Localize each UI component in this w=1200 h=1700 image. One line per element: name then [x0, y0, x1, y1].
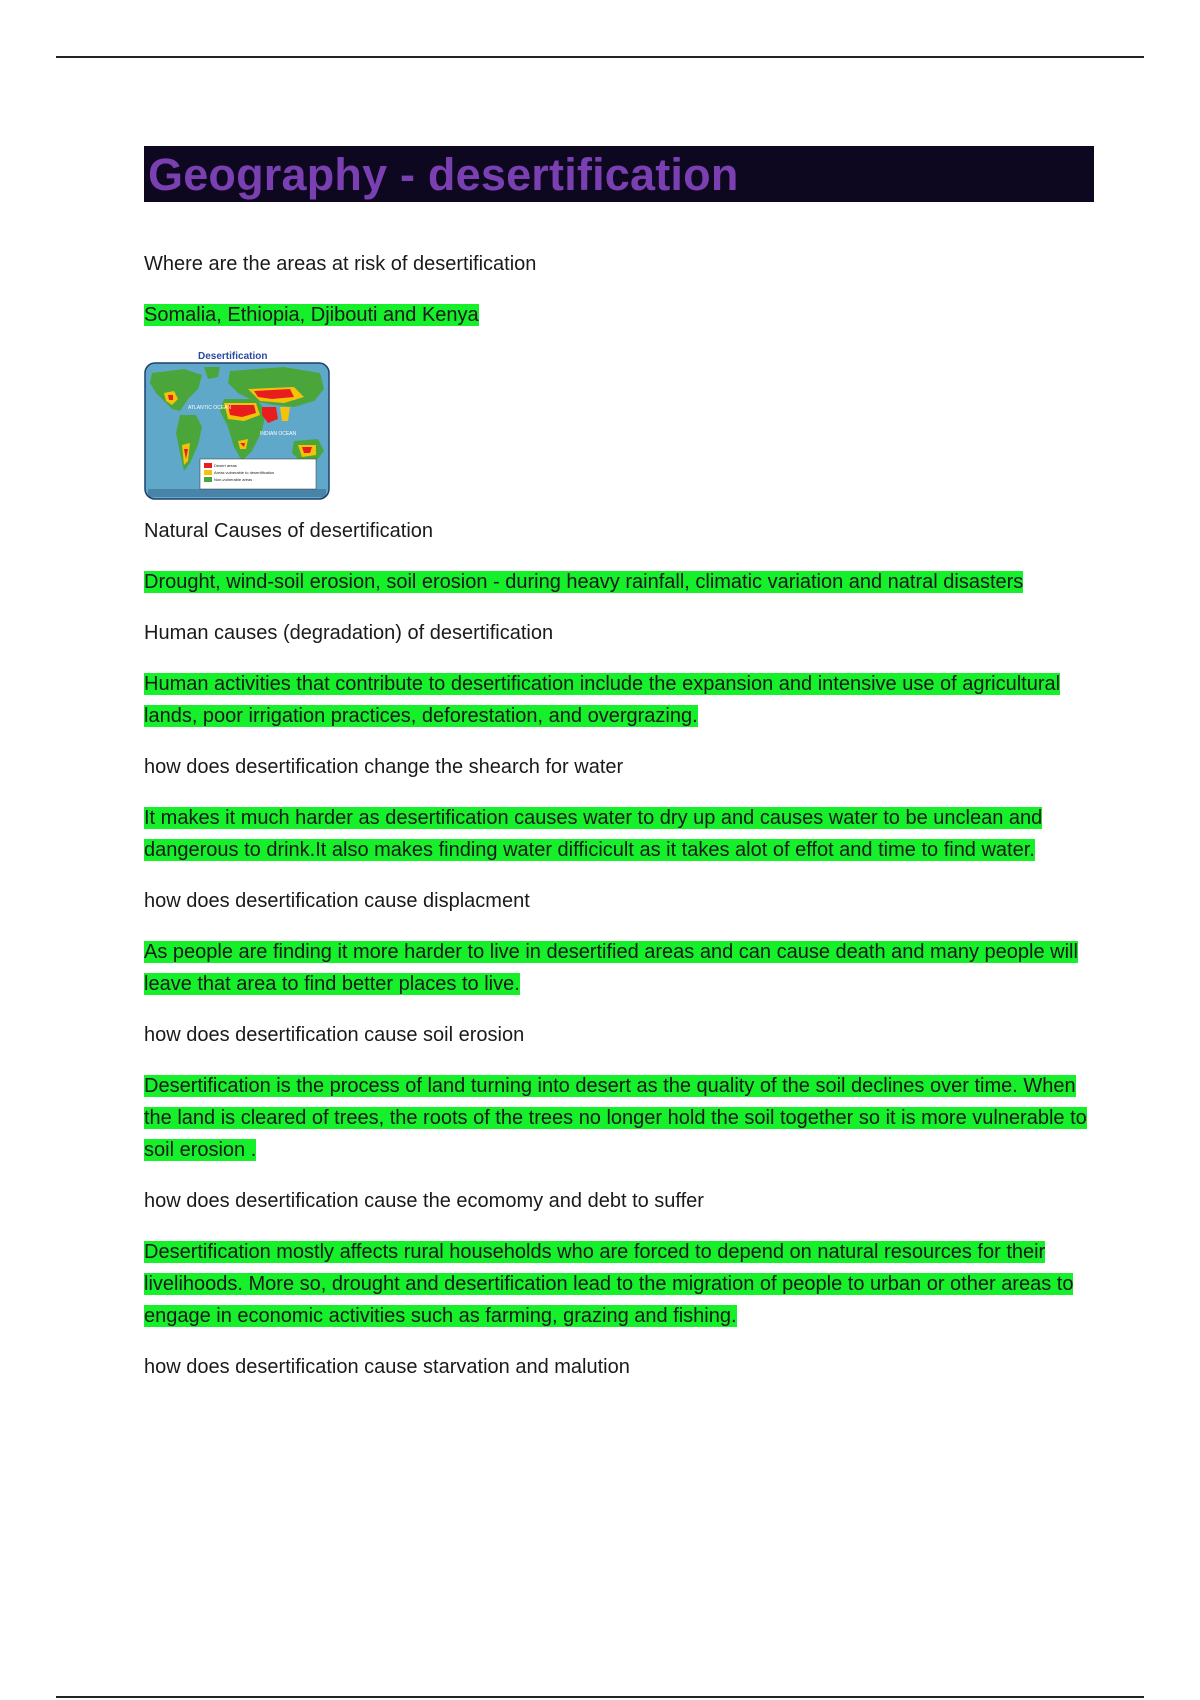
answer-7	[144, 1236, 1094, 1332]
answer-6-highlight: Desertification is the process of land turning into desert as the quality of the soil declines over time. When the land is cleared of trees, the roots of the trees no longer hold the soil together so it is more vulnerable to soil erosion .	[144, 1075, 1087, 1161]
title-banner	[144, 146, 1094, 202]
header-rule	[56, 56, 1144, 58]
question-6: how does desertification cause soil erosion	[144, 1024, 525, 1046]
answer-6	[144, 1070, 1094, 1166]
question-2: Natural Causes of desertification	[144, 520, 434, 542]
desertification-map-image	[144, 349, 330, 501]
page-title: Geography - desertification	[148, 148, 739, 200]
answer-2-highlight: Drought, wind-soil erosion, soil erosion - during heavy rainfall, climatic variation and natral disasters	[144, 571, 1024, 593]
question-8: how does desertification cause starvation and malution	[144, 1356, 630, 1378]
answer-1-highlight: Somalia, Ethiopia, Djibouti and Kenya	[144, 304, 479, 326]
answer-4-highlight: It makes it much harder as desertification causes water to dry up and causes water to be unclean and dangerous to drink.It also makes finding water difficicult as it takes alot of effot and time to find water.	[144, 807, 1043, 861]
document-body	[144, 146, 1094, 1383]
question-3: Human causes (degradation) of desertification	[144, 622, 554, 644]
answer-4	[144, 802, 1094, 866]
legend-desert: Desert areas	[214, 463, 237, 468]
answer-3-highlight: Human activities that contribute to desertification include the expansion and intensive use of agricultural lands, poor irrigation practices, deforestation, and overgrazing.	[144, 673, 1061, 727]
answer-2	[144, 566, 1094, 598]
answer-5-highlight: As people are finding it more harder to live in desertified areas and can cause death and many people will leave that area to find better places to live.	[144, 941, 1078, 995]
answer-5	[144, 936, 1094, 1000]
legend-non-vulnerable: Non-vulnerable areas	[214, 477, 253, 482]
footer-rule	[56, 1696, 1144, 1698]
question-5: how does desertification cause displacment	[144, 890, 530, 912]
map-title: Desertification	[198, 351, 268, 362]
answer-7-highlight: Desertification mostly affects rural households who are forced to depend on natural resources for their livelihoods. More so, drought and desertification lead to the migration of people to urban or other areas to engage in economic activities such as farming, grazing and fishing.	[144, 1241, 1074, 1327]
question-4: how does desertification change the shearch for water	[144, 756, 624, 778]
answer-3	[144, 668, 1094, 732]
legend-vulnerable: Areas vulnerable to desertification	[214, 470, 275, 475]
map-ocean-label: ATLANTIC OCEAN	[188, 405, 231, 411]
map-ocean-label: INDIAN OCEAN	[260, 431, 297, 437]
question-7: how does desertification cause the ecomomy and debt to suffer	[144, 1190, 704, 1212]
answer-1	[144, 299, 1094, 331]
question-1: Where are the areas at risk of desertification	[144, 253, 537, 275]
